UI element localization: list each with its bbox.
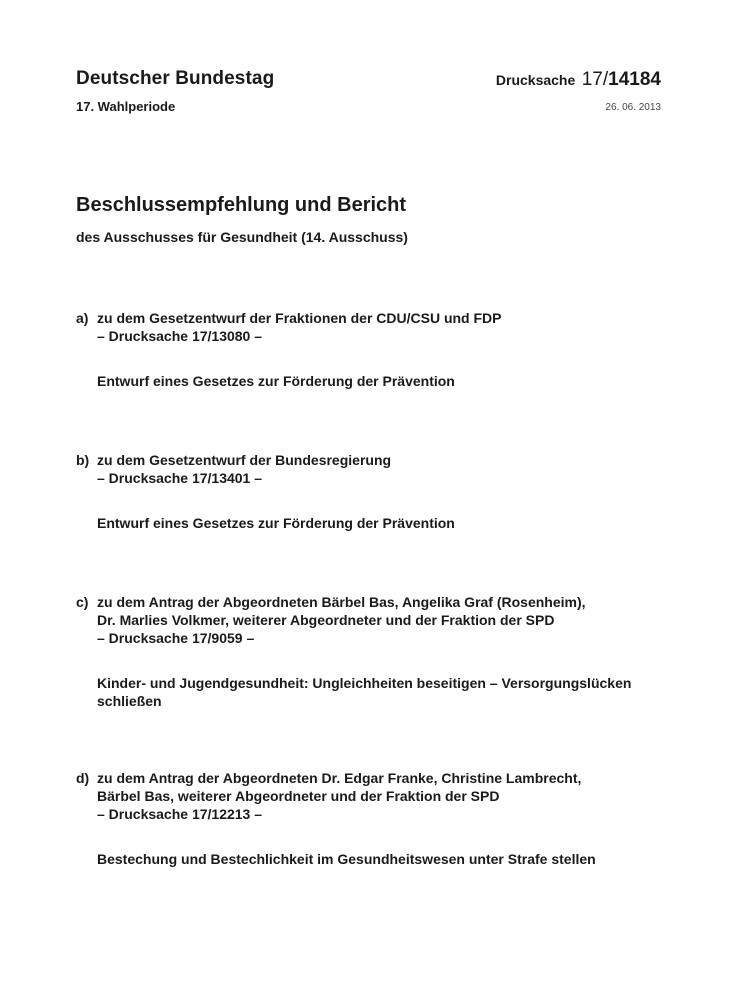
item-line: zu dem Antrag der Abgeordneten Bärbel Bas, Angelika Graf (Rosenheim), bbox=[97, 594, 586, 610]
document-number-label: Drucksache bbox=[495, 72, 576, 88]
item-subject: Kinder- und Jugendgesundheit: Ungleichheiten beseitigen – Versorgungslücken schließen bbox=[97, 675, 632, 709]
item-subject: Entwurf eines Gesetzes zur Förderung der Prävention bbox=[97, 515, 455, 531]
item-line: – Drucksache 17/9059 – bbox=[97, 630, 255, 646]
item-line: – Drucksache 17/13080 – bbox=[97, 328, 263, 344]
page-title: Beschlussempfehlung und Bericht bbox=[76, 194, 407, 216]
item-letter: d) bbox=[76, 770, 90, 786]
item-letter: a) bbox=[76, 310, 89, 326]
item-line: zu dem Antrag der Abgeordneten Dr. Edgar Franke, Christine Lambrecht, bbox=[97, 770, 582, 786]
item-letter: c) bbox=[76, 594, 89, 610]
document-date: 26. 06. 2013 bbox=[605, 102, 661, 113]
item-subject: Bestechung und Bestechlichkeit im Gesundheitswesen unter Strafe stellen bbox=[97, 851, 596, 867]
item-line: – Drucksache 17/12213 – bbox=[97, 806, 263, 822]
item-line: zu dem Gesetzentwurf der Fraktionen der CDU/CSU und FDP bbox=[97, 310, 502, 326]
item-letter: b) bbox=[76, 452, 90, 468]
page-subtitle: des Ausschusses für Gesundheit (14. Ausschuss) bbox=[76, 229, 408, 245]
institution-title: Deutscher Bundestag bbox=[76, 68, 275, 89]
document-number-value: 14184 bbox=[608, 69, 661, 90]
document-number-prefix: 17/ bbox=[581, 69, 609, 90]
item-line: Dr. Marlies Volkmer, weiterer Abgeordneter und der Fraktion der SPD bbox=[97, 612, 555, 628]
item-line: Bärbel Bas, weiterer Abgeordneter und der Fraktion der SPD bbox=[97, 788, 500, 804]
item-subject: Entwurf eines Gesetzes zur Förderung der Prävention bbox=[97, 373, 455, 389]
item-line: zu dem Gesetzentwurf der Bundesregierung bbox=[97, 452, 392, 468]
document-number bbox=[496, 68, 661, 93]
legislative-period: 17. Wahlperiode bbox=[76, 99, 176, 114]
item-line: – Drucksache 17/13401 – bbox=[97, 470, 263, 486]
